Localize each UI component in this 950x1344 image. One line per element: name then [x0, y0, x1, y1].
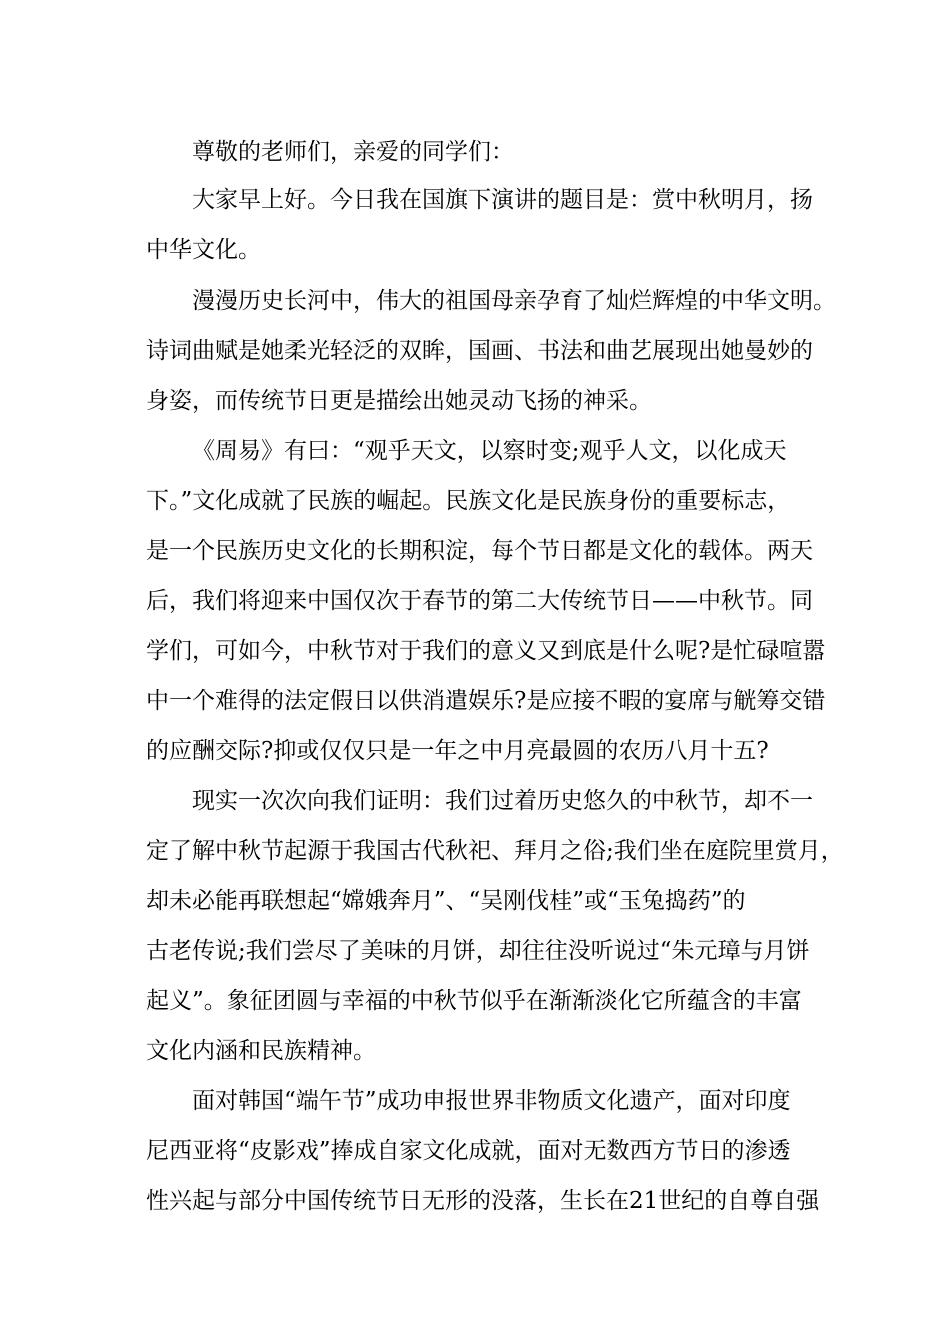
- paragraph-2-line-2: 诗词曲赋是她柔光轻泛的双眸，国画、书法和曲艺展现出她曼妙的: [146, 338, 813, 364]
- paragraph-4-line-6: 文化内涵和民族精神。: [146, 1038, 376, 1064]
- greeting-line: 尊敬的老师们，亲爱的同学们：: [192, 139, 514, 165]
- paragraph-2-line-3: 身姿，而传统节日更是描绘出她灵动飞扬的神采。: [146, 388, 652, 414]
- paragraph-3-line-4: 后，我们将迎来中国仅次于春节的第二大传统节日——中秋节。同: [146, 588, 813, 614]
- paragraph-3-line-6: 中一个难得的法定假日以供消遣娱乐?是应接不暇的宴席与觥筹交错: [146, 688, 826, 714]
- paragraph-3-line-7: 的应酬交际?抑或仅仅只是一年之中月亮最圆的农历八月十五?: [146, 738, 769, 764]
- paragraph-4-line-1: 现实一次次向我们证明：我们过着历史悠久的中秋节，却不一: [192, 788, 813, 814]
- paragraph-1-line-1: 大家早上好。今日我在国旗下演讲的题目是：赏中秋明月，扬: [192, 187, 813, 213]
- paragraph-5-line-3: 性兴起与部分中国传统节日无形的没落，生长在21世纪的自尊自强: [146, 1188, 820, 1214]
- paragraph-4-line-5: 起义”。象征团圆与幸福的中秋节似乎在渐渐淡化它所蕴含的丰富: [146, 988, 802, 1014]
- paragraph-4-line-2: 定了解中秋节起源于我国古代秋祀、拜月之俗;我们坐在庭院里赏月，: [146, 838, 844, 864]
- paragraph-3-line-2: 下。”文化成就了民族的崛起。民族文化是民族身份的重要标志，: [146, 488, 791, 514]
- paragraph-5-line-2: 尼西亚将“皮影戏”捧成自家文化成就，面对无数西方节日的渗透: [146, 1138, 791, 1164]
- paragraph-4-line-3: 却未必能再联想起“嫦娥奔月”、“吴刚伐桂”或“玉兔捣药”的: [146, 888, 746, 914]
- paragraph-3-line-3: 是一个民族历史文化的长期积淀，每个节日都是文化的载体。两天: [146, 538, 813, 564]
- paragraph-2-line-1: 漫漫历史长河中，伟大的祖国母亲孕育了灿烂辉煌的中华文明。: [192, 288, 836, 314]
- paragraph-5-line-1: 面对韩国“端午节”成功申报世界非物质文化遗产，面对印度: [192, 1088, 791, 1114]
- paragraph-3-line-1: 《周易》有曰：“观乎天文，以察时变;观乎人文，以化成天: [192, 438, 787, 464]
- paragraph-1-line-2: 中华文化。: [146, 237, 261, 263]
- paragraph-3-line-5: 学们，可如今，中秋节对于我们的意义又到底是什么呢?是忙碌喧嚣: [146, 638, 826, 664]
- paragraph-4-line-4: 古老传说;我们尝尽了美味的月饼，却往往没听说过“朱元璋与月饼: [146, 938, 810, 964]
